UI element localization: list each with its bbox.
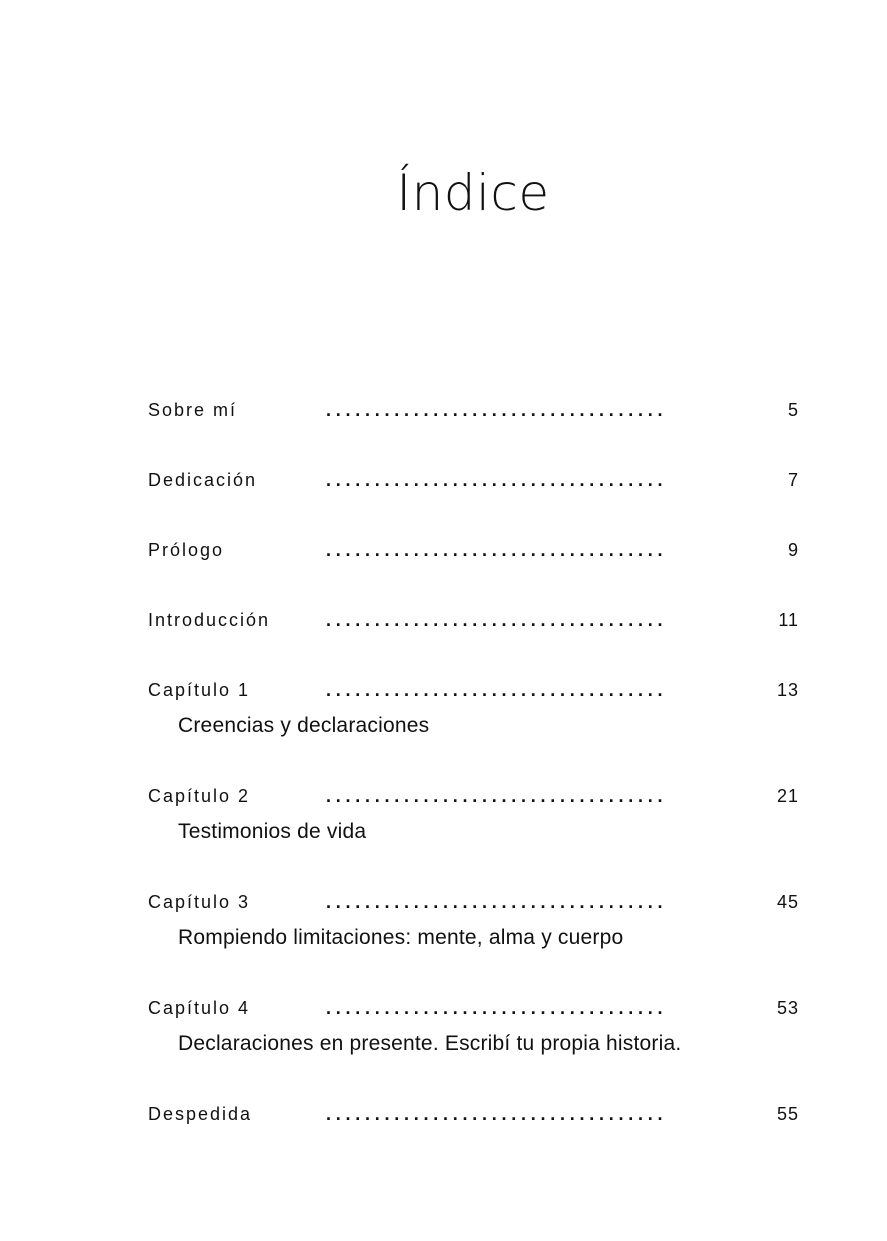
toc-entry-label: Capítulo 4 [148,998,251,1018]
toc-entry-label: Sobre mí [148,400,238,420]
dot-leader: ................................... [326,680,668,700]
toc-entry-page-number: 9 [787,540,799,560]
toc-entry-capitulo-2 [148,782,799,844]
toc-entry-label: Capítulo 1 [148,680,251,700]
toc-entry-label: Prólogo [148,540,225,560]
dot-leader: ................................... [326,610,668,630]
toc-entry-label: Capítulo 3 [148,892,251,912]
toc-entry-capitulo-1 [148,676,799,738]
toc-entry-dedicacion [148,466,799,494]
toc-entry-label: Despedida [148,1104,253,1124]
dot-leader: ................................... [326,540,668,560]
toc-entry-despedida [148,1100,799,1128]
toc-entry-page-number: 5 [787,400,799,420]
toc-entry-label: Capítulo 2 [148,786,251,806]
chapter-subtitle: Testimonios de vida [178,820,367,843]
table-of-contents [148,396,799,1128]
dot-leader: ................................... [326,892,668,912]
toc-entry-page-number: 7 [787,470,799,490]
toc-entry-label: Dedicación [148,470,258,490]
toc-entry-capitulo-3 [148,888,799,950]
toc-entry-prologo [148,536,799,564]
toc-entry-introduccion [148,606,799,634]
toc-entry-capitulo-4 [148,994,799,1056]
dot-leader: ................................... [326,400,668,420]
chapter-subtitle: Declaraciones en presente. Escribí tu propia historia. [178,1032,682,1055]
toc-entry-page-number: 45 [776,892,799,912]
toc-entry-page-number: 53 [776,998,799,1018]
toc-entry-label: Introducción [148,610,271,630]
dot-leader: ................................... [326,786,668,806]
dot-leader: ................................... [326,998,668,1018]
toc-entry-page-number: 55 [776,1104,799,1124]
page-title: Índice [396,164,550,222]
toc-entry-sobre-mi [148,396,799,424]
dot-leader: ................................... [326,470,668,490]
chapter-subtitle: Creencias y declaraciones [178,714,430,737]
dot-leader: ................................... [326,1104,668,1124]
toc-entry-page-number: 21 [776,786,799,806]
chapter-subtitle: Rompiendo limitaciones: mente, alma y cuerpo [178,926,624,949]
toc-entry-page-number: 13 [776,680,799,700]
toc-entry-page-number: 11 [778,610,799,630]
